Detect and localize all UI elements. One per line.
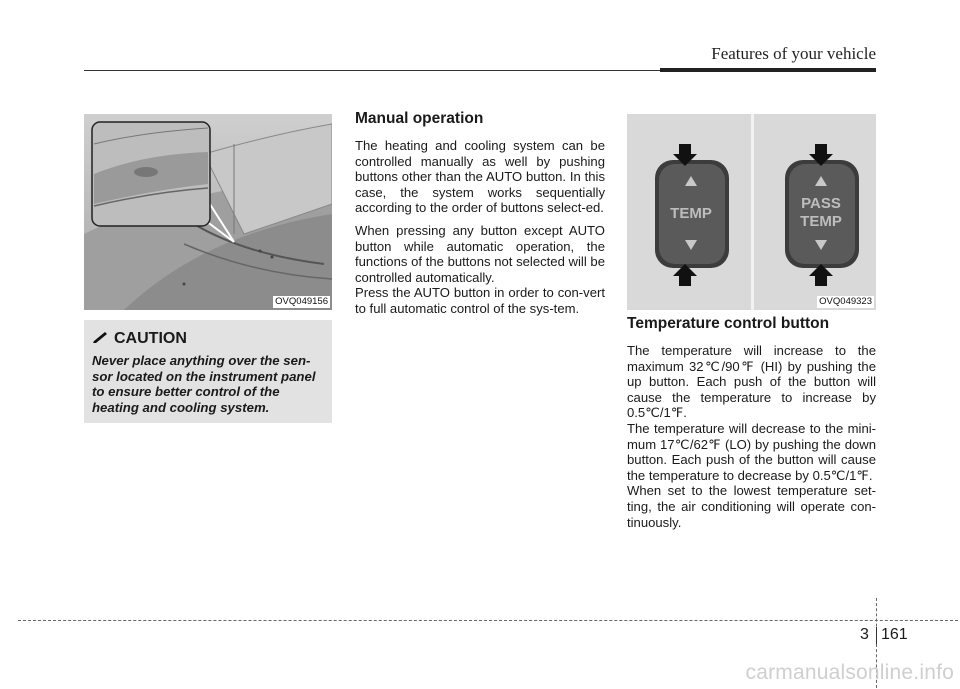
header-rule-accent: [660, 68, 876, 72]
footer-dashed-rule: [18, 620, 958, 621]
manual-paragraph-3: Press the AUTO button in order to con-vert to full automatic control of the sys-tem.: [355, 285, 605, 316]
figure-code: OVQ049323: [819, 296, 872, 307]
page-number: 161: [881, 626, 908, 643]
page-header-title: Features of your vehicle: [711, 44, 876, 63]
watermark: carmanualsonline.info: [745, 661, 954, 684]
temperature-paragraph-2: The temperature will decrease to the mini-mum 17℃/62℉ (LO) by pushing the down button. Each push of the button will cause the temperature to decrease by 0.5℃/1℉.: [627, 420, 876, 483]
section-number: 3: [860, 626, 869, 643]
caution-text: Never place anything over the sen-sor located on the instrument panel to ensure better control of the heating and cooling system.: [92, 353, 316, 415]
temperature-heading: Temperature control button: [627, 315, 830, 332]
temperature-buttons-photo: [627, 114, 876, 310]
temperature-paragraph-3: When set to the lowest temperature set-ting, the air conditioning will operate con-tinuously.: [627, 483, 876, 530]
sensor-location-photo: [84, 114, 332, 310]
manual-paragraph-1: The heating and cooling system can be controlled manually as well by pushing buttons other than the AUTO button. In this case, the system works sequentially according to the order of buttons select-ed.: [355, 138, 605, 216]
pass-temp-label-top: PASS: [801, 195, 841, 212]
pass-temp-label-bottom: TEMP: [800, 213, 842, 230]
page-number-divider: [876, 627, 877, 644]
caution-title: CAUTION: [114, 330, 187, 347]
manual-paragraph-2: When pressing any button except AUTO button while automatic operation, the functions of the buttons not selected will be controlled automatically.: [355, 222, 605, 285]
figure-code: OVQ049156: [275, 296, 328, 307]
temperature-control-section: [627, 315, 876, 537]
manual-operation-heading: Manual operation: [355, 110, 484, 127]
manual-operation-section: [355, 110, 605, 324]
pencil-icon: [92, 331, 108, 349]
temp-button-label: TEMP: [670, 205, 712, 222]
caution-heading: [92, 330, 187, 349]
temperature-paragraph-1: The temperature will increase to the maximum 32℃/90℉ (HI) by pushing the up button. Each push of the button will cause the temperature to increase by 0.5℃/1℉.: [627, 343, 876, 421]
caution-box: [84, 320, 332, 423]
